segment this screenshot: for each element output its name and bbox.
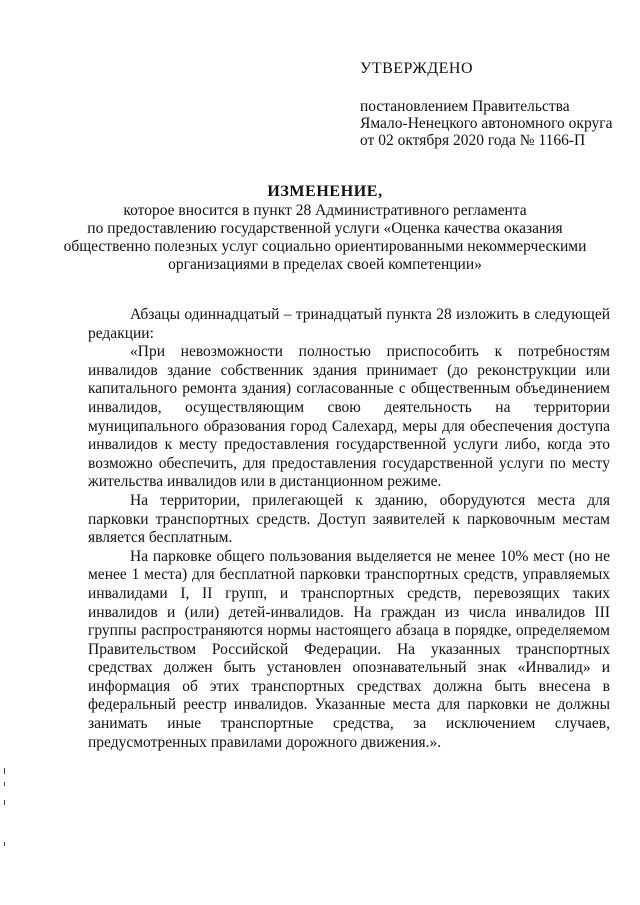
title-line-1: которое вносится в пункт 28 Административного регламента (123, 202, 527, 219)
scan-artifact-mark (4, 768, 5, 774)
body-paragraph-accessibility: «При невозможности полностью приспособить к потребностям инвалидов здание собственник здания принимает (до реконструкции или капитального ремонта здания) согласованные с общественным объединением инвалидов, осуществляющим свою деятельность на территории муниципального образования город Салехард, меры для обеспечения доступа инвалидов к месту предоставления государственной услуги либо, когда это возможно обеспечить, для предоставления государственной услуги по месту жительства инвалидов или в дистанционном режиме. (88, 343, 610, 491)
title-heading: ИЗМЕНЕНИЕ, (267, 183, 383, 200)
scan-artifact-mark (4, 842, 5, 846)
body-paragraph-parking-quota: На парковке общего пользования выделяется не менее 10% мест (но не менее 1 места) для бесплатной парковки транспортных средств, управляемых инвалидами I, II групп, и транспортных средств, перевозящих таких инвалидов и (или) детей-инвалидов. На граждан из числа инвалидов III группы распространяются нормы настоящего абзаца в порядке, определяемом Правительством Российской Федерации. На указанных транспортных средствах должен быть установлен опознавательный знак «Инвалид» и информация об этих транспортных средствах должна быть внесена в федеральный реестр инвалидов. Указанные места для парковки не должны занимать иные транспортные средства, за исключением случаев, предусмотренных правилами дорожного движения.». (88, 547, 610, 751)
approval-stamp-word: УТВЕРЖДЕНО (360, 60, 474, 77)
approval-block (360, 60, 630, 149)
body-paragraph-parking-territory: На территории, прилегающей к зданию, оборудуются места для парковки транспортных средств. Доступ заявителей к парковочным местам является бесплатным. (88, 491, 610, 547)
body-paragraph-intro: Абзацы одиннадцатый – тринадцатый пункта 28 изложить в следующей редакции: (88, 306, 610, 342)
document-title (60, 183, 590, 274)
title-line-4: организациями в пределах своей компетенции» (168, 256, 482, 273)
scan-artifact-mark (4, 782, 5, 786)
title-line-3: общественно полезных услуг социально ориентированными некоммерческими (63, 238, 587, 255)
approval-line-2: Ямало-Ненецкого автономного округа (360, 115, 613, 132)
approval-line-3: от 02 октября 2020 года № 1166-П (360, 132, 586, 149)
document-body (88, 306, 610, 752)
title-line-2: по предоставлению государственной услуги «Оценка качества оказания (87, 220, 563, 237)
approval-line-1: постановлением Правительства (360, 98, 570, 115)
scan-artifact-mark (4, 800, 5, 805)
